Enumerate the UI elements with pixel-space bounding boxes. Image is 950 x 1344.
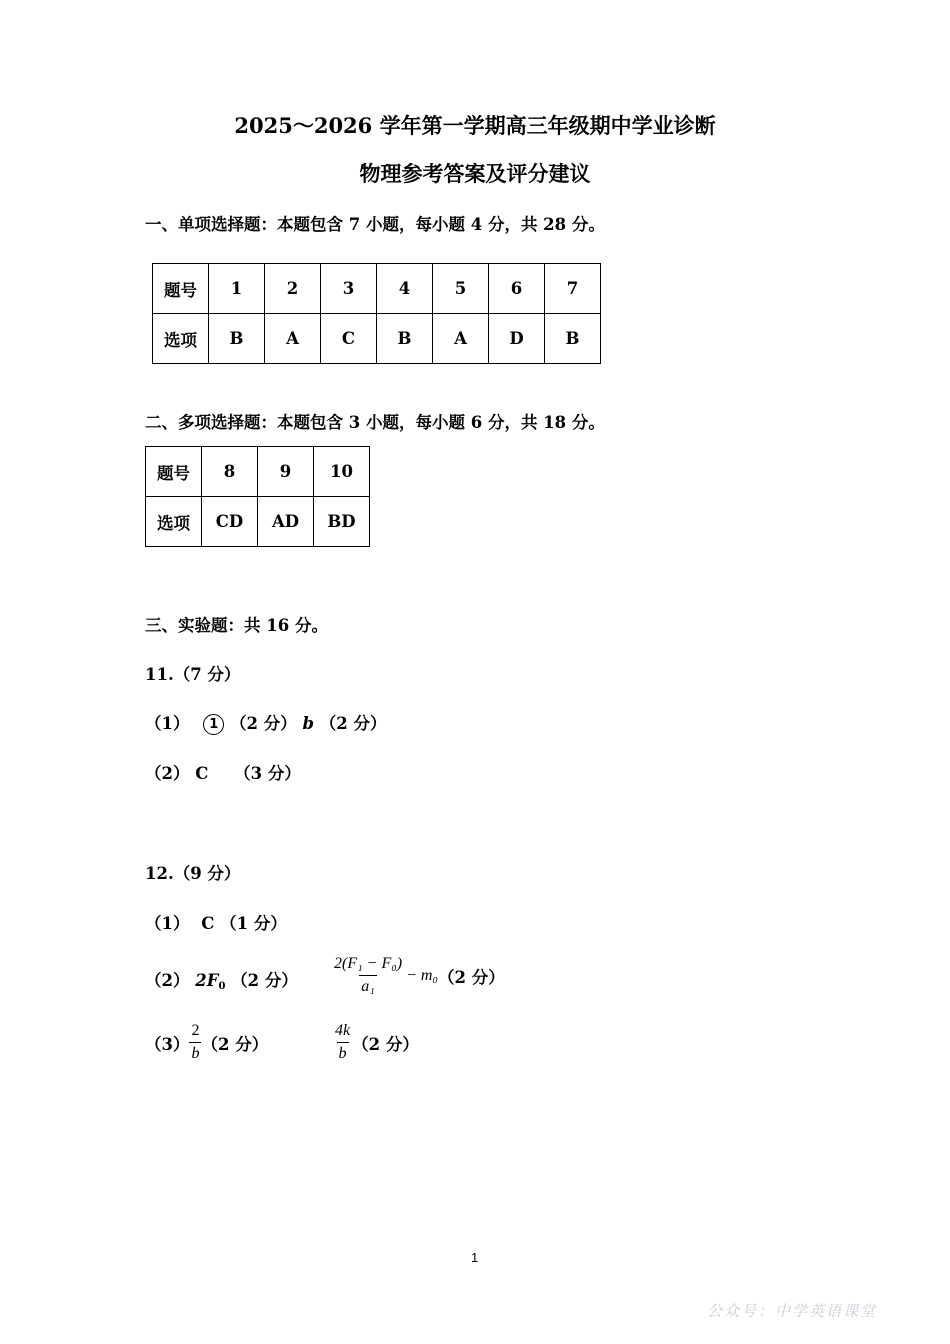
subscript: 0: [218, 981, 226, 992]
question-12-part2-formula: [332, 955, 505, 996]
answer: C: [201, 914, 215, 933]
table-cell: 2: [265, 264, 321, 314]
table-row: [153, 264, 601, 314]
part-label: （1）: [145, 914, 190, 933]
question-12-part2-label: [145, 967, 298, 992]
table-cell: A: [265, 314, 321, 364]
table-cell: AD: [258, 497, 314, 547]
fraction-denominator: b: [337, 1042, 349, 1063]
page-number: 1: [471, 1250, 479, 1265]
table-cell: 4: [377, 264, 433, 314]
table-row: [146, 497, 370, 547]
table-cell: B: [209, 314, 265, 364]
fraction: [189, 1022, 201, 1063]
score: （2 分）: [229, 714, 297, 733]
fraction: [332, 955, 404, 996]
fraction-numerator: 4k: [335, 1022, 351, 1039]
table-row: [153, 314, 601, 364]
table-cell: 6: [489, 264, 545, 314]
table-cell: BD: [314, 497, 370, 547]
table-header-cell: 选项: [153, 314, 209, 364]
fraction-numerator: 2(F₁ − F₀): [334, 955, 403, 972]
score: （2 分）: [231, 971, 298, 990]
part-label: （2）: [145, 764, 190, 783]
part-label: （1）: [145, 714, 190, 733]
question-11-part2: [145, 760, 301, 784]
table-cell: A: [433, 314, 489, 364]
fraction-denominator: b: [189, 1042, 201, 1063]
part-label: （2）: [145, 971, 190, 990]
score: （2 分）: [438, 967, 505, 987]
table-cell: 5: [433, 264, 489, 314]
question-12-part1: [145, 910, 287, 934]
answer: 2F: [195, 971, 219, 990]
question-11-part1: [145, 710, 387, 735]
table-cell: D: [489, 314, 545, 364]
page-title: 2025～2026 学年第一学期高三年级期中学业诊断: [234, 113, 716, 138]
question-12-title: 12.（9 分）: [145, 864, 241, 883]
question-12-part3: [145, 1022, 268, 1063]
watermark: 公众号：中学英语课堂: [707, 1302, 878, 1320]
table-row: [146, 447, 370, 497]
question-11-title: 11.（7 分）: [145, 665, 241, 684]
table-header-cell: 选项: [146, 497, 202, 547]
answer: b: [302, 714, 315, 733]
score: （3 分）: [234, 764, 301, 783]
fraction-numerator: 2: [191, 1022, 200, 1039]
section3-heading: 三、实验题：共 16 分。: [145, 616, 328, 635]
circled-number-icon: 1: [203, 714, 224, 735]
score: （2 分）: [201, 1034, 269, 1054]
page-subtitle: 物理参考答案及评分建议: [359, 161, 591, 186]
section1-answer-table: [152, 263, 601, 364]
table-cell: 8: [202, 447, 258, 497]
score: （1 分）: [220, 914, 287, 933]
formula-tail: − m₀: [406, 966, 439, 984]
table-cell: 10: [314, 447, 370, 497]
section2-answer-table: [145, 446, 370, 547]
table-cell: 1: [209, 264, 265, 314]
section2-heading: 二、多项选择题：本题包含 3 小题，每小题 6 分，共 18 分。: [145, 413, 605, 432]
fraction: [333, 1022, 352, 1063]
score: （2 分）: [319, 714, 387, 733]
question-12-part3-formula: [333, 1022, 419, 1063]
table-header-cell: 题号: [153, 264, 209, 314]
part-label: （3）: [145, 1034, 190, 1054]
score: （2 分）: [352, 1034, 419, 1054]
table-cell: B: [545, 314, 601, 364]
table-cell: 7: [545, 264, 601, 314]
table-cell: 3: [321, 264, 377, 314]
section1-heading: 一、单项选择题：本题包含 7 小题，每小题 4 分，共 28 分。: [145, 215, 605, 234]
table-cell: 9: [258, 447, 314, 497]
table-cell: C: [321, 314, 377, 364]
table-cell: CD: [202, 497, 258, 547]
table-header-cell: 题号: [146, 447, 202, 497]
fraction-denominator: a₁: [359, 975, 377, 996]
answer: C: [195, 764, 209, 783]
table-cell: B: [377, 314, 433, 364]
